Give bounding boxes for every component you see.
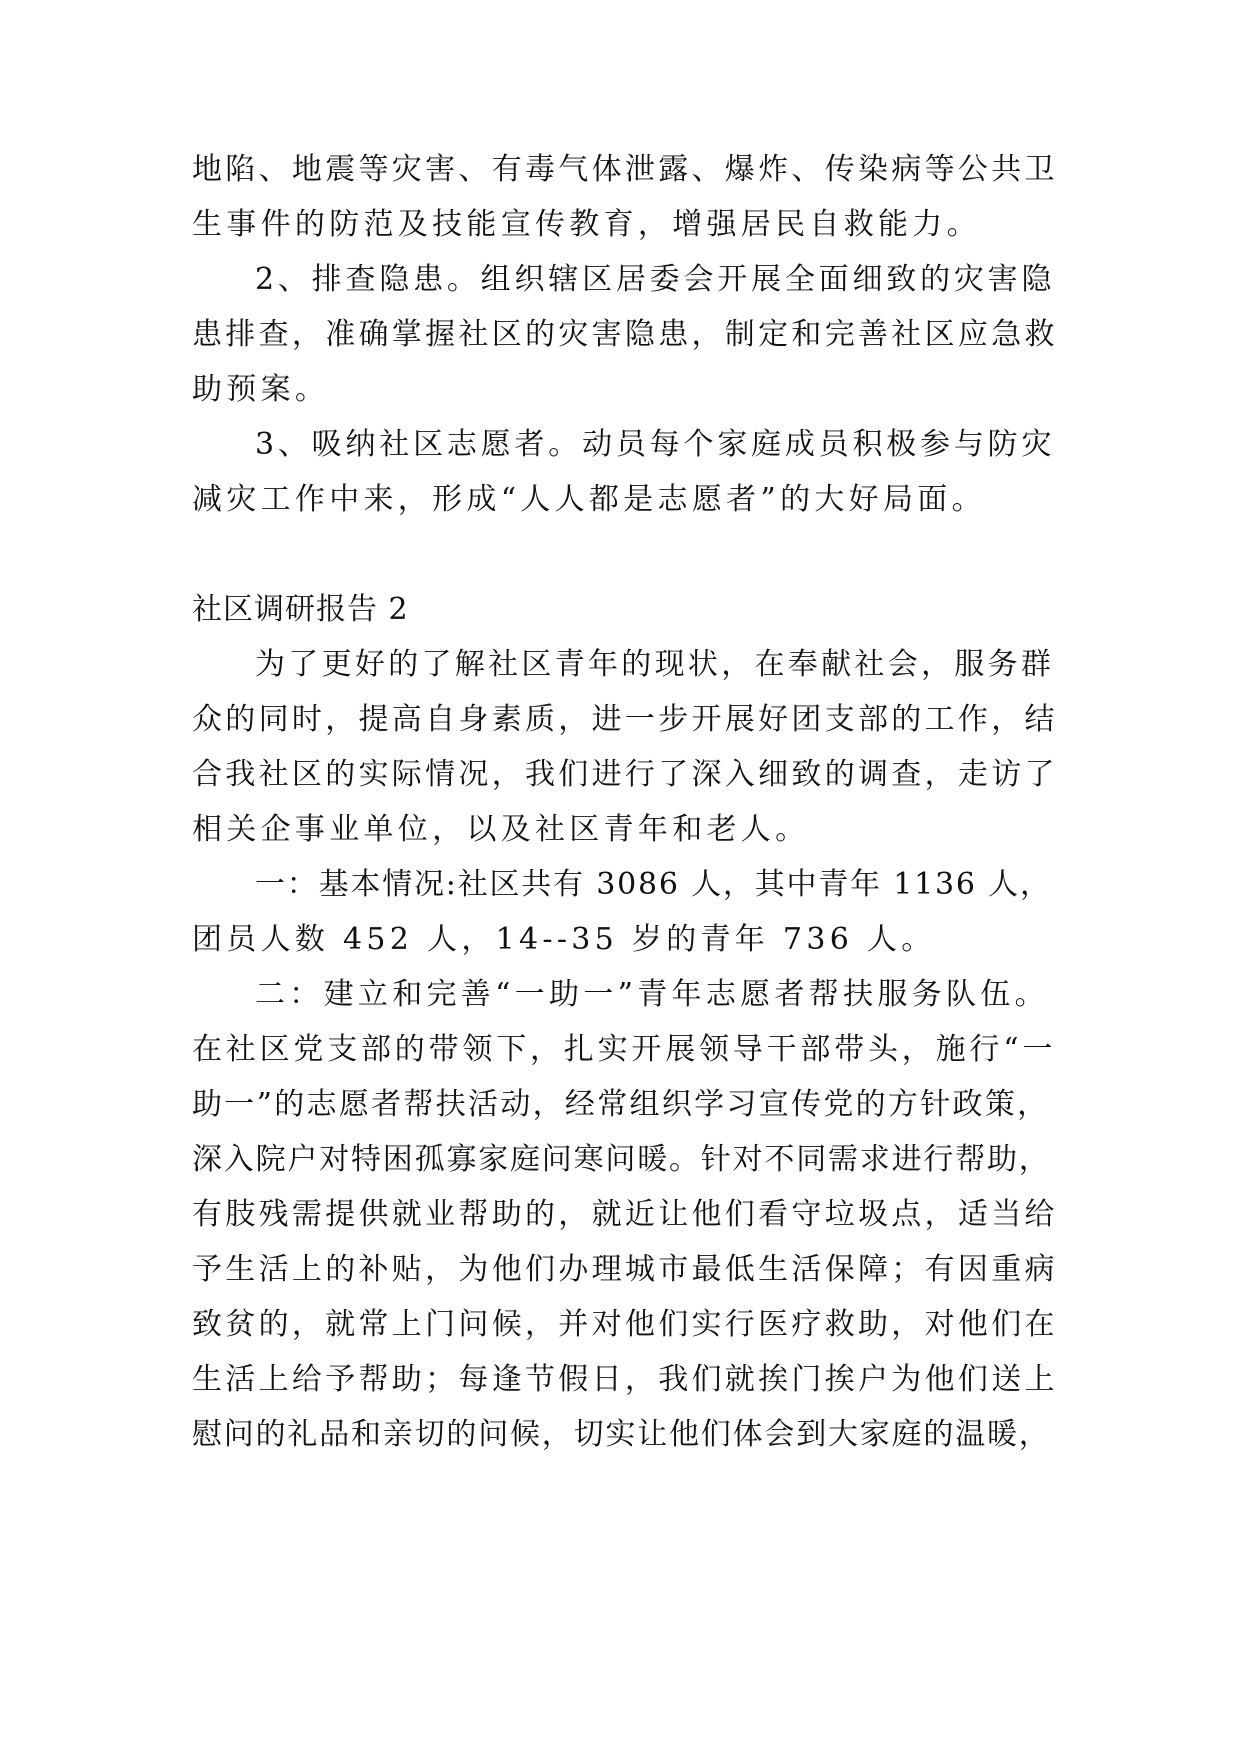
paragraph-line: 相关企事业单位，以及社区青年和老人。 [192,812,810,847]
paragraph-line: 众的同时，提高自身素质，进一步开展好团支部的工作，结 [192,702,1058,737]
paragraph-line: 慰问的礼品和亲切的问候，切实让他们体会到大家庭的温暖， [192,1417,1051,1452]
paragraph-line: 有肢残需提供就业帮助的，就近让他们看守垃圾点，适当给 [192,1197,1058,1232]
paragraph-line: 生事件的防范及技能宣传教育，增强居民自救能力。 [192,207,981,242]
paragraph-line: 一：基本情况:社区共有 3086 人，其中青年 1136 人， [255,867,1052,902]
paragraph-line: 3、吸纳社区志愿者。动员每个家庭成员积极参与防灾 [255,427,1056,462]
paragraph-line: 生活上给予帮助；每逢节假日，我们就挨门挨户为他们送上 [192,1362,1058,1397]
paragraph-line: 助预案。 [192,372,330,407]
section-title: 社区调研报告 2 [192,592,409,627]
paragraph-line: 合我社区的实际情况，我们进行了深入细致的调查，走访了 [192,757,1058,792]
paragraph-line: 二：建立和完善“一助一”青年志愿者帮扶服务队伍。 [255,977,1049,1012]
paragraph-line: 团员人数 452 人，14--35 岁的青年 736 人。 [192,922,936,957]
paragraph-line: 患排查，准确掌握社区的灾害隐患，制定和完善社区应急救 [192,317,1058,352]
paragraph-line: 减灾工作中来，形成“人人都是志愿者”的大好局面。 [192,482,986,517]
paragraph-line: 为了更好的了解社区青年的现状，在奉献社会，服务群 [255,647,1055,682]
paragraph-line: 地陷、地震等灾害、有毒气体泄露、爆炸、传染病等公共卫 [192,152,1058,187]
paragraph-line: 在社区党支部的带领下，扎实开展领导干部带头，施行“一 [192,1032,1057,1067]
paragraph-line: 深入院户对特困孤寡家庭问寒问暖。针对不同需求进行帮助， [192,1142,1051,1177]
paragraph-line: 予生活上的补贴，为他们办理城市最低生活保障；有因重病 [192,1252,1058,1287]
paragraph-line: 2、排查隐患。组织辖区居委会开展全面细致的灾害隐 [255,262,1056,297]
paragraph-line: 助一”的志愿者帮扶活动，经常组织学习宣传党的方针政策， [192,1087,1050,1122]
paragraph-line: 致贫的，就常上门问候，并对他们实行医疗救助，对他们在 [192,1307,1058,1342]
